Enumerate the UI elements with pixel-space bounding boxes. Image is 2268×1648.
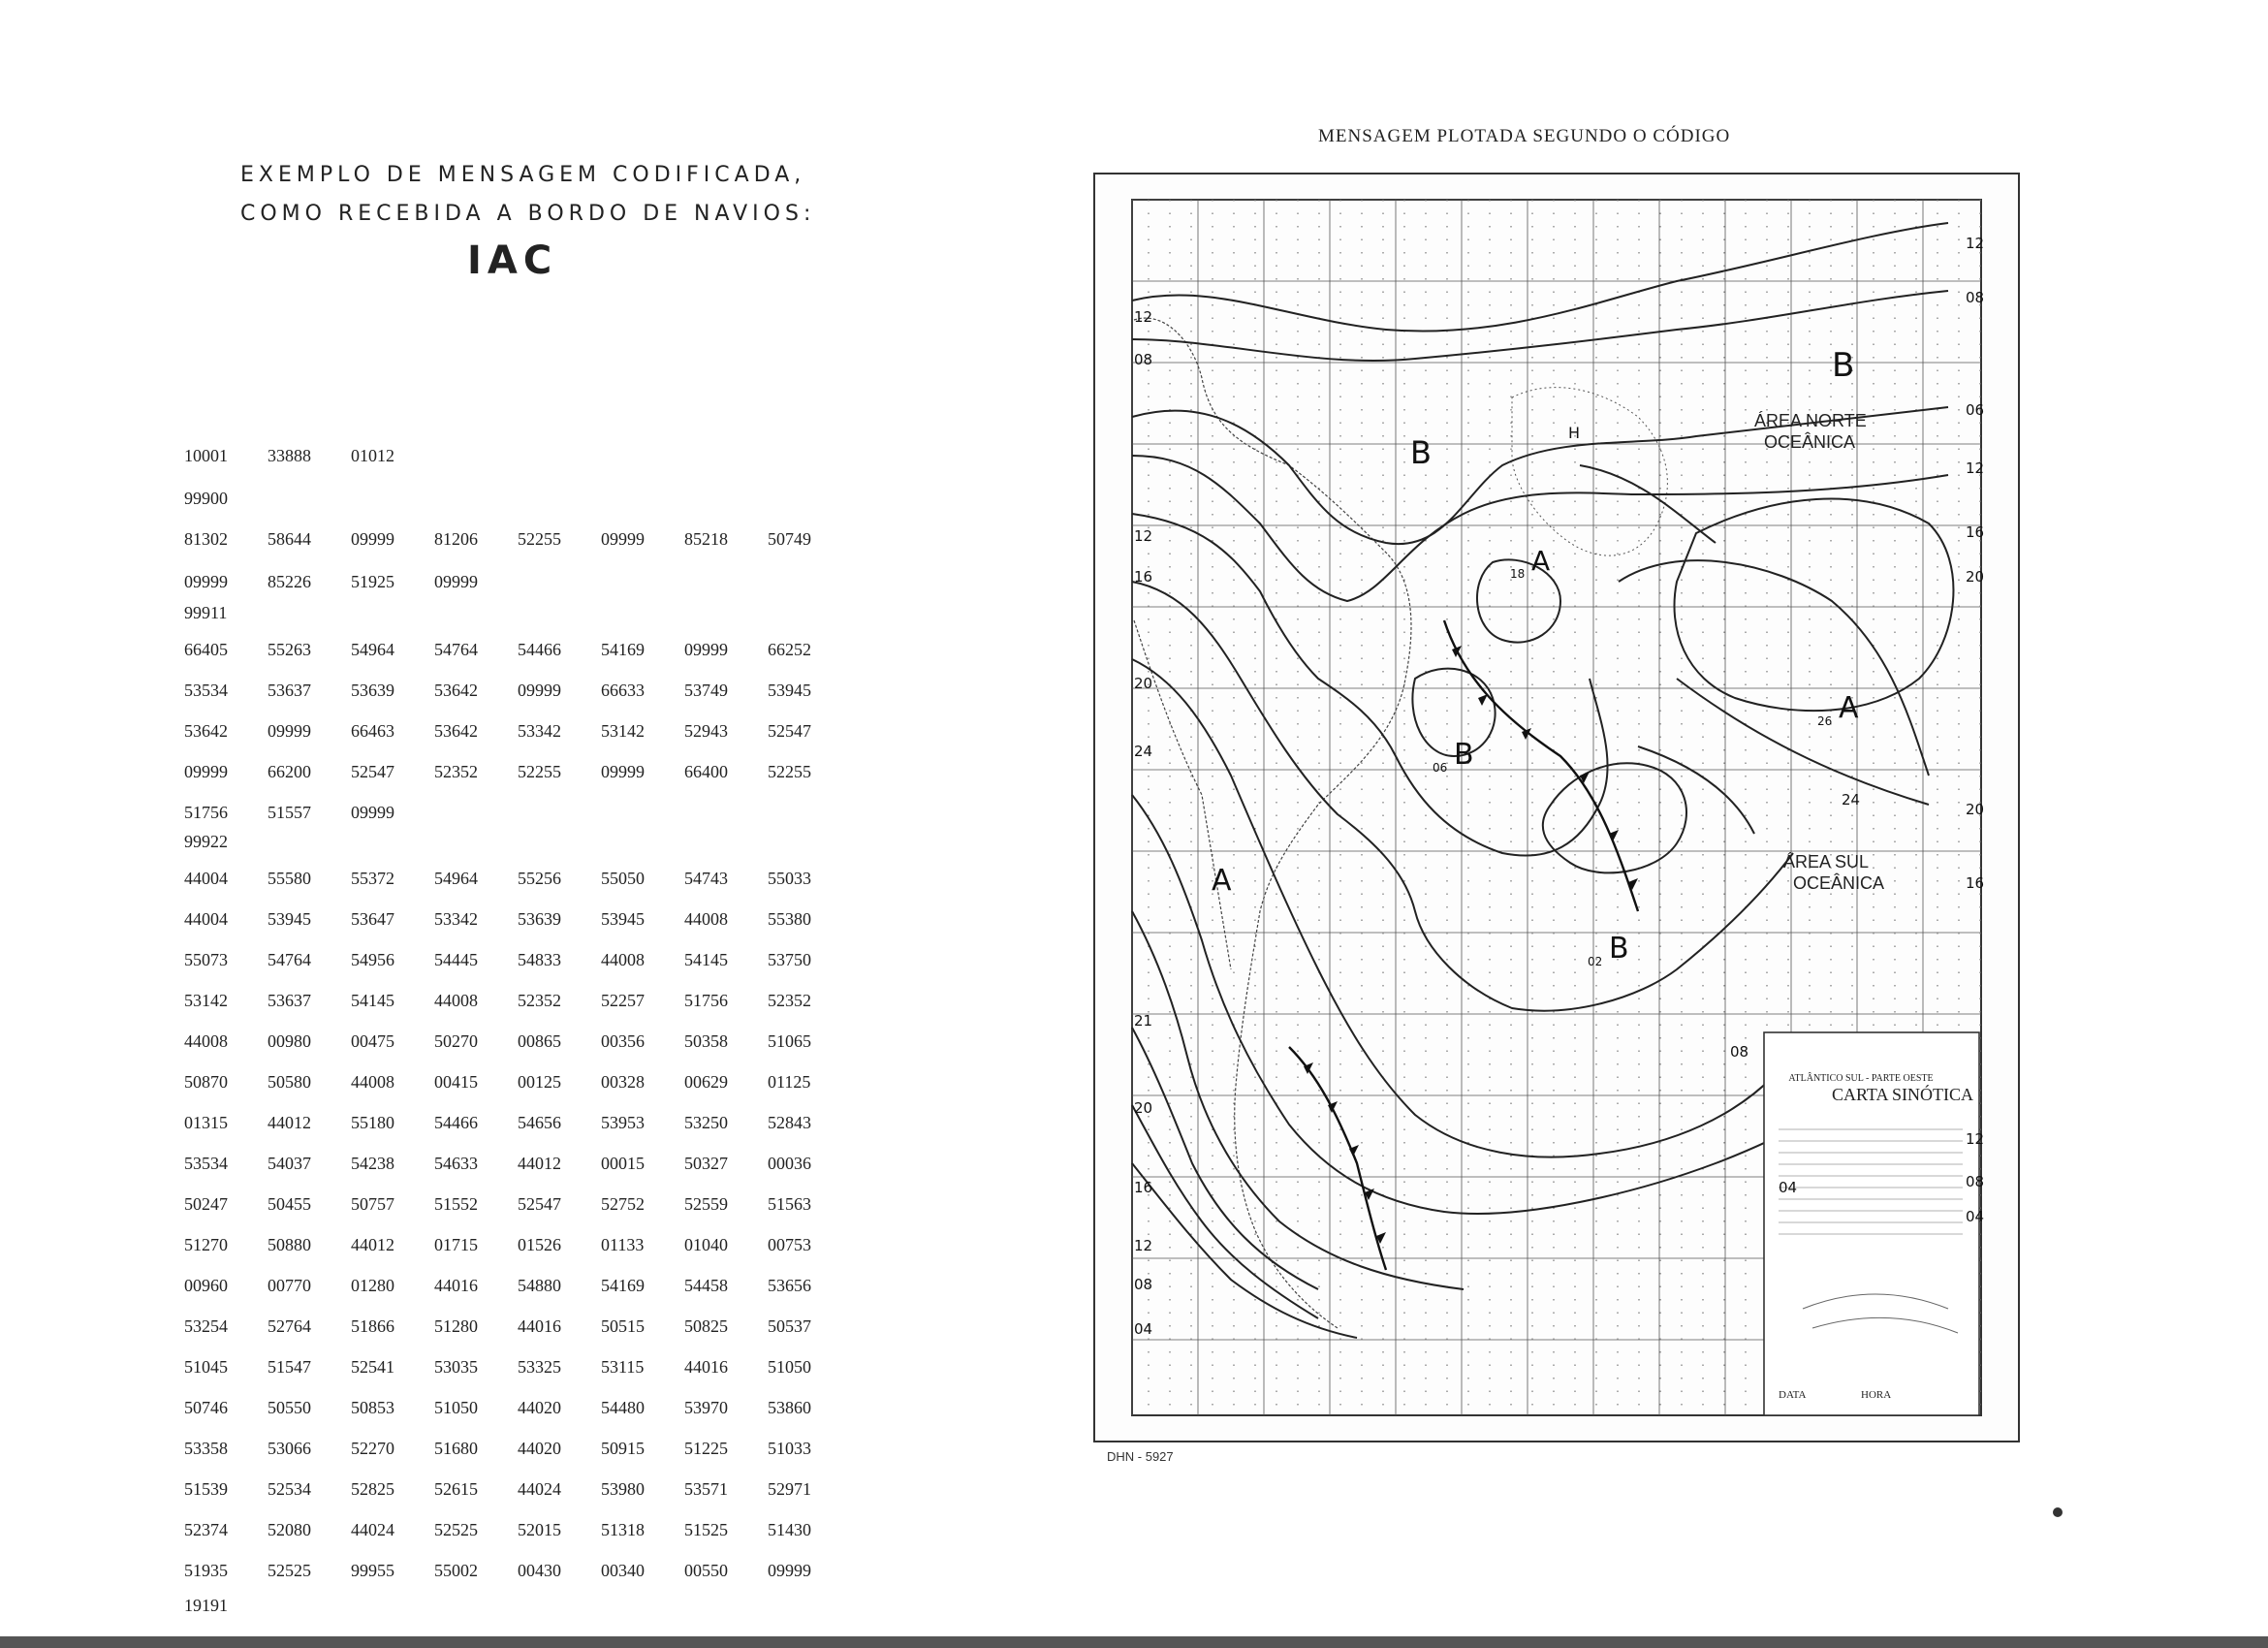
code-group: 85218 <box>684 529 728 549</box>
code-group: 50825 <box>684 1316 728 1336</box>
code-group: 51065 <box>768 1031 811 1051</box>
code-group: 44024 <box>351 1520 394 1539</box>
code-group: 50358 <box>684 1031 728 1051</box>
code-group: 58644 <box>268 529 311 549</box>
code-group: 09999 <box>768 1561 811 1580</box>
pressure-center-letter: B <box>1454 738 1474 772</box>
code-group: 44016 <box>684 1357 728 1377</box>
punch-mark <box>2053 1507 2063 1517</box>
isobar-label: 20 <box>1966 568 1985 586</box>
code-group: 55580 <box>268 869 311 888</box>
code-group: 50550 <box>268 1398 311 1417</box>
front-symbol <box>1478 694 1488 706</box>
coastline-africa <box>1512 388 1667 556</box>
code-group: 54458 <box>684 1276 728 1295</box>
code-group: 52255 <box>518 762 561 781</box>
code-group: 51318 <box>601 1520 645 1539</box>
code-group: 52615 <box>434 1479 478 1499</box>
code-group: 54633 <box>434 1154 478 1173</box>
code-group: 53342 <box>518 721 561 741</box>
code-group: 01040 <box>684 1235 728 1254</box>
code-group: 44004 <box>184 869 228 888</box>
code-group: 19191 <box>184 1596 228 1615</box>
code-group: 54466 <box>434 1113 478 1132</box>
code-group: 99900 <box>184 489 228 508</box>
code-group: 00865 <box>518 1031 561 1051</box>
code-group: 53254 <box>184 1316 228 1336</box>
synoptic-chart <box>1093 173 2020 1442</box>
code-group: 54169 <box>601 640 645 659</box>
code-group: 52541 <box>351 1357 394 1377</box>
code-group: 51033 <box>768 1439 811 1458</box>
isobar-label: 12 <box>1966 460 1985 477</box>
isobar-label: 04 <box>1966 1208 1985 1225</box>
isobar <box>1132 659 1774 1157</box>
code-group: 44008 <box>601 950 645 969</box>
code-group: 01280 <box>351 1276 394 1295</box>
isobar-label: 16 <box>1966 523 1985 541</box>
heading-line-2: COMO RECEBIDA A BORDO DE NAVIOS: <box>240 202 816 226</box>
code-group: 00015 <box>601 1154 645 1173</box>
code-group: 01133 <box>601 1235 645 1254</box>
map-title: MENSAGEM PLOTADA SEGUNDO O CÓDIGO <box>1318 126 1731 146</box>
code-group: 54480 <box>601 1398 645 1417</box>
code-group: 99922 <box>184 832 228 851</box>
code-group: 52255 <box>768 762 811 781</box>
code-group: 54880 <box>518 1276 561 1295</box>
area-label: ÁREA SUL <box>1783 852 1870 872</box>
code-group: 51045 <box>184 1357 228 1377</box>
code-group: 53142 <box>184 991 228 1010</box>
code-group: 66463 <box>351 721 394 741</box>
code-group: 55073 <box>184 950 228 969</box>
code-group: 52559 <box>684 1194 728 1214</box>
code-group: 50915 <box>601 1439 645 1458</box>
code-group: 50455 <box>268 1194 311 1214</box>
isobar-label: 08 <box>1966 1173 1985 1190</box>
code-group: 53639 <box>351 681 394 700</box>
code-group: 54764 <box>268 950 311 969</box>
code-group: 52080 <box>268 1520 311 1539</box>
code-group: 53642 <box>184 721 228 741</box>
code-group: 52257 <box>601 991 645 1010</box>
code-group: 53342 <box>434 909 478 929</box>
code-group: 53860 <box>768 1398 811 1417</box>
code-group: 55002 <box>434 1561 478 1580</box>
code-group: 52943 <box>684 721 728 741</box>
code-group: 54037 <box>268 1154 311 1173</box>
code-group: 52547 <box>518 1194 561 1214</box>
code-group: 51430 <box>768 1520 811 1539</box>
code-group: 53035 <box>434 1357 478 1377</box>
isobar <box>1132 1028 1318 1289</box>
code-group: 53637 <box>268 991 311 1010</box>
isobar <box>1132 911 1464 1289</box>
code-group: 00328 <box>601 1072 645 1092</box>
code-group: 51050 <box>768 1357 811 1377</box>
code-group: 51050 <box>434 1398 478 1417</box>
isobar-label: 16 <box>1134 1179 1153 1196</box>
code-group: 53571 <box>684 1479 728 1499</box>
code-group: 44012 <box>518 1154 561 1173</box>
code-group: 54833 <box>518 950 561 969</box>
code-group: 00415 <box>434 1072 478 1092</box>
code-group: 51935 <box>184 1561 228 1580</box>
pressure-center-value: 26 <box>1817 714 1833 728</box>
isobar-label: 12 <box>1966 235 1985 252</box>
code-group: 50746 <box>184 1398 228 1417</box>
pressure-center-letter: A <box>1212 864 1232 898</box>
code-group: 52525 <box>268 1561 311 1580</box>
code-group: 54956 <box>351 950 394 969</box>
code-group: 55033 <box>768 869 811 888</box>
isobar-label: 20 <box>1134 1099 1153 1117</box>
code-group: 51539 <box>184 1479 228 1499</box>
code-group: 53642 <box>434 681 478 700</box>
code-group: 50247 <box>184 1194 228 1214</box>
code-group: 53945 <box>268 909 311 929</box>
code-group: 52352 <box>518 991 561 1010</box>
isobar <box>1132 223 1948 332</box>
code-group: 53066 <box>268 1439 311 1458</box>
code-group: 53945 <box>601 909 645 929</box>
code-group: 44020 <box>518 1398 561 1417</box>
code-group: 52534 <box>268 1479 311 1499</box>
code-group: 52352 <box>768 991 811 1010</box>
scan-edge <box>0 1636 2268 1648</box>
code-group: 66200 <box>268 762 311 781</box>
code-group: 66405 <box>184 640 228 659</box>
code-group: 55372 <box>351 869 394 888</box>
code-group: 53115 <box>601 1357 645 1377</box>
code-group: 09999 <box>184 572 228 591</box>
code-group: 52270 <box>351 1439 394 1458</box>
code-group: 01315 <box>184 1113 228 1132</box>
code-group: 50749 <box>768 529 811 549</box>
isobar-label: 12 <box>1966 1130 1985 1148</box>
code-group: 50853 <box>351 1398 394 1417</box>
code-group: 54743 <box>684 869 728 888</box>
legend-text: ATLÂNTICO SUL - PARTE OESTE <box>1788 1073 1934 1084</box>
code-group: 00980 <box>268 1031 311 1051</box>
pressure-center-value: 02 <box>1588 955 1603 968</box>
code-group: 54145 <box>351 991 394 1010</box>
code-group: 50757 <box>351 1194 394 1214</box>
heading-code: IAC <box>467 238 558 283</box>
code-group: 51552 <box>434 1194 478 1214</box>
isobar-label: 16 <box>1134 568 1153 586</box>
code-group: 50327 <box>684 1154 728 1173</box>
code-group: 44008 <box>684 909 728 929</box>
isobar-label: 20 <box>1134 675 1153 692</box>
code-group: 01526 <box>518 1235 561 1254</box>
code-group: 44008 <box>184 1031 228 1051</box>
code-group: 54964 <box>351 640 394 659</box>
isobar-label: 08 <box>1966 289 1985 306</box>
code-group: 66400 <box>684 762 728 781</box>
code-group: 52525 <box>434 1520 478 1539</box>
area-label: ÁREA NORTE <box>1754 411 1867 430</box>
code-group: 53647 <box>351 909 394 929</box>
code-group: 54445 <box>434 950 478 969</box>
isobar-label: 24 <box>1842 791 1861 808</box>
code-group: 53534 <box>184 1154 228 1173</box>
isobar-label: 12 <box>1134 1237 1153 1254</box>
code-group: 81206 <box>434 529 478 549</box>
pressure-center-value: 06 <box>1433 761 1448 775</box>
code-group: 44008 <box>434 991 478 1010</box>
isobar-label: 20 <box>1966 801 1985 818</box>
isobar <box>1132 291 1948 361</box>
code-group: 51680 <box>434 1439 478 1458</box>
area-label: OCEÂNICA <box>1793 873 1885 893</box>
code-group: 44016 <box>434 1276 478 1295</box>
code-group: 54466 <box>518 640 561 659</box>
code-group: 53642 <box>434 721 478 741</box>
isobar <box>1132 456 1948 601</box>
code-group: 09999 <box>434 572 478 591</box>
code-group: 00430 <box>518 1561 561 1580</box>
code-group: 66633 <box>601 681 645 700</box>
code-group: 52825 <box>351 1479 394 1499</box>
isobar-label: 06 <box>1966 401 1985 419</box>
code-group: 52971 <box>768 1479 811 1499</box>
code-group: 51557 <box>268 803 311 822</box>
code-group: 53750 <box>768 950 811 969</box>
code-group: 50515 <box>601 1316 645 1336</box>
isobar <box>1619 560 1929 776</box>
code-group: 51225 <box>684 1439 728 1458</box>
isobar-label: 08 <box>1730 1043 1749 1061</box>
code-group: 55050 <box>601 869 645 888</box>
code-group: 52015 <box>518 1520 561 1539</box>
code-group: 00550 <box>684 1561 728 1580</box>
code-group: 00753 <box>768 1235 811 1254</box>
isobar <box>1132 582 1793 1011</box>
code-group: 52255 <box>518 529 561 549</box>
code-group: 51547 <box>268 1357 311 1377</box>
code-group: 54169 <box>601 1276 645 1295</box>
isobar-label: 04 <box>1779 1179 1798 1196</box>
cold-front-south <box>1289 1047 1386 1270</box>
code-group: 44020 <box>518 1439 561 1458</box>
code-group: 53639 <box>518 909 561 929</box>
code-group: 44012 <box>268 1113 311 1132</box>
code-group: 33888 <box>268 446 311 465</box>
code-group: 01715 <box>434 1235 478 1254</box>
code-group: 54238 <box>351 1154 394 1173</box>
legend-text: CARTA SINÓTICA <box>1832 1085 1973 1104</box>
code-group: 55263 <box>268 640 311 659</box>
code-group: 00036 <box>768 1154 811 1173</box>
pressure-center-letter: H <box>1568 424 1581 442</box>
code-group: 53358 <box>184 1439 228 1458</box>
isobar-label: 08 <box>1134 1276 1153 1293</box>
isobar-label: 08 <box>1134 351 1153 368</box>
area-label: OCEÂNICA <box>1764 432 1856 452</box>
code-group: 51756 <box>184 803 228 822</box>
code-group: 50880 <box>268 1235 311 1254</box>
code-group: 53980 <box>601 1479 645 1499</box>
isobar-label: 24 <box>1134 743 1153 760</box>
code-group: 44008 <box>351 1072 394 1092</box>
pressure-center-letter: B <box>1832 346 1855 385</box>
code-group: 53953 <box>601 1113 645 1132</box>
pressure-center-letter: A <box>1531 545 1551 577</box>
code-group: 51925 <box>351 572 394 591</box>
code-group: 52374 <box>184 1520 228 1539</box>
code-group: 53749 <box>684 681 728 700</box>
synoptic-chart-drawing <box>1095 174 2018 1441</box>
code-group: 55256 <box>518 869 561 888</box>
code-group: 44016 <box>518 1316 561 1336</box>
heading-line-1: EXEMPLO DE MENSAGEM CODIFICADA, <box>240 163 806 187</box>
code-group: 51270 <box>184 1235 228 1254</box>
code-group: 52547 <box>351 762 394 781</box>
pressure-center-letter: B <box>1609 932 1629 966</box>
code-group: 00340 <box>601 1561 645 1580</box>
isobar-label: 21 <box>1134 1012 1153 1030</box>
pressure-center-letter: B <box>1410 434 1432 471</box>
code-group: 52843 <box>768 1113 811 1132</box>
code-group: 09999 <box>351 529 394 549</box>
code-group: 09999 <box>684 640 728 659</box>
code-group: 53970 <box>684 1398 728 1417</box>
front-symbol <box>1609 830 1619 841</box>
code-group: 51280 <box>434 1316 478 1336</box>
code-group: 44012 <box>351 1235 394 1254</box>
code-group: 50537 <box>768 1316 811 1336</box>
code-group: 09999 <box>601 762 645 781</box>
code-group: 50580 <box>268 1072 311 1092</box>
code-group: 00770 <box>268 1276 311 1295</box>
code-group: 53250 <box>684 1113 728 1132</box>
code-group: 51563 <box>768 1194 811 1214</box>
code-group: 52352 <box>434 762 478 781</box>
chart-id: DHN - 5927 <box>1107 1449 1174 1464</box>
code-group: 51866 <box>351 1316 394 1336</box>
code-group: 54145 <box>684 950 728 969</box>
code-group: 44004 <box>184 909 228 929</box>
code-group: 50270 <box>434 1031 478 1051</box>
legend-text: HORA <box>1861 1389 1892 1401</box>
isobar <box>1580 465 1716 543</box>
pressure-center-value: 18 <box>1510 567 1526 581</box>
code-group: 54656 <box>518 1113 561 1132</box>
code-group: 00125 <box>518 1072 561 1092</box>
code-group: 09999 <box>268 721 311 741</box>
code-group: 55380 <box>768 909 811 929</box>
code-group: 00960 <box>184 1276 228 1295</box>
code-group: 53945 <box>768 681 811 700</box>
code-group: 00475 <box>351 1031 394 1051</box>
isobar <box>1675 499 1954 712</box>
code-group: 51525 <box>684 1520 728 1539</box>
code-group: 00629 <box>684 1072 728 1092</box>
code-group: 85226 <box>268 572 311 591</box>
code-group: 53142 <box>601 721 645 741</box>
isobar <box>1543 763 1686 872</box>
code-group: 52752 <box>601 1194 645 1214</box>
code-group: 01012 <box>351 446 394 465</box>
code-group: 44024 <box>518 1479 561 1499</box>
code-group: 09999 <box>184 762 228 781</box>
code-group: 54764 <box>434 640 478 659</box>
code-group: 01125 <box>768 1072 811 1092</box>
code-group: 53637 <box>268 681 311 700</box>
code-group: 00356 <box>601 1031 645 1051</box>
legend-text: DATA <box>1779 1389 1807 1401</box>
isobar-label: 04 <box>1134 1320 1153 1338</box>
code-group: 53325 <box>518 1357 561 1377</box>
code-group: 53656 <box>768 1276 811 1295</box>
code-group: 51756 <box>684 991 728 1010</box>
code-group: 50870 <box>184 1072 228 1092</box>
code-group: 52764 <box>268 1316 311 1336</box>
code-group: 66252 <box>768 640 811 659</box>
code-group: 54964 <box>434 869 478 888</box>
code-group: 09999 <box>351 803 394 822</box>
code-group: 53534 <box>184 681 228 700</box>
code-group: 10001 <box>184 446 228 465</box>
isobar <box>1638 746 1754 834</box>
code-group: 52547 <box>768 721 811 741</box>
code-group: 09999 <box>518 681 561 700</box>
code-group: 99911 <box>184 603 228 622</box>
isobar-label: 16 <box>1966 874 1985 892</box>
pressure-center-letter: A <box>1839 691 1859 725</box>
code-group: 55180 <box>351 1113 394 1132</box>
code-group: 09999 <box>601 529 645 549</box>
code-group: 99955 <box>351 1561 394 1580</box>
isobar-label: 12 <box>1134 308 1153 326</box>
isobar-label: 12 <box>1134 527 1153 545</box>
code-group: 81302 <box>184 529 228 549</box>
